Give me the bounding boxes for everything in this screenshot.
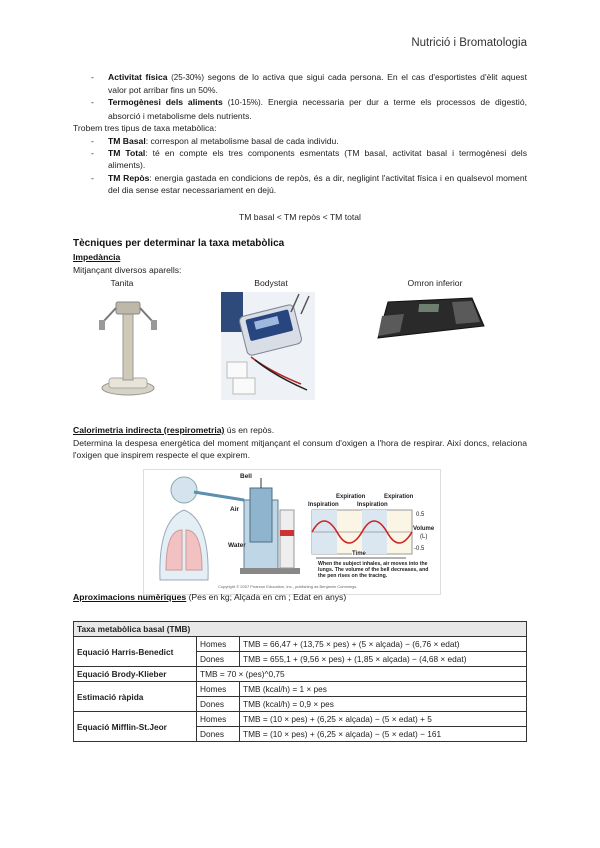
table-row (74, 682, 527, 697)
device-label-bodystat: Bodystat (254, 278, 288, 288)
sex-cell: Dones (197, 727, 240, 742)
formula-cell: TMB = (10 × pes) + (6,25 × alçada) − (5 × edat) + 5 (240, 712, 527, 727)
header-title: Nutrició i Bromatologia (411, 37, 527, 49)
row-label: Equació Mifflin-St.Jeor (74, 712, 197, 742)
bullet-activity: - Activitat física (25-30%) segons de lo activa que sigui cada persona. En el cas d'esportistes d'èlit aquest valor pot arribar fins un 50%. (91, 72, 527, 96)
bullet-thermogenesis: - Termogènesi dels aliments (10-15%). Energia necessaria per dur a terme els processos de digestió, absorció i metabolisme dels nutrients. (91, 97, 527, 121)
table-row (74, 712, 527, 727)
fig-label-volume: Volume (413, 526, 435, 532)
device-label-omron: Omron inferior (407, 278, 463, 288)
table-row (74, 667, 527, 682)
impedance-intro: Mitjançant diversos aparells: (73, 265, 182, 275)
type-text: : correspon al metabolisme basal de cada individu. (145, 136, 339, 146)
fig-caption: When the subject inhales, air moves into the lungs. The volume of the bell decreases, and the pen rises on the tracing. (318, 561, 429, 580)
fig-label-bell: Bell (240, 473, 252, 480)
calorimetry-heading-line (73, 424, 527, 436)
calorimetry-title: Calorimetria indirecta (respirometria) (73, 425, 225, 435)
formula-cell: TMB (kcal/h) = 0,9 × pes (240, 697, 527, 712)
calorimetry-text: Determina la despesa energètica del moment mitjançant el consum d'oxigen a l'hora de respirar. Així doncs, relaciona l'oxigen que inspirem respecte el que expirem. (73, 438, 527, 461)
sex-cell: Dones (197, 652, 240, 667)
fig-label-expiration-1: Expiration (336, 494, 366, 500)
table-title-row (74, 622, 527, 637)
sex-cell: Homes (197, 637, 240, 652)
formula-cell: TMB = 70 × (pes)^0,75 (197, 667, 527, 682)
sex-cell: Homes (197, 712, 240, 727)
fig-label-liters: (L) (420, 534, 428, 540)
row-label: Estimació ràpida (74, 682, 197, 712)
types-list (91, 135, 528, 196)
section-title: Tècniques per determinar la taxa metabòlica (73, 238, 285, 249)
fig-label-time: Time (352, 551, 366, 557)
bullet-text: segons de lo activa que sigui cada persona. En el cas d'esportistes d'èlit aquest valor pot arribar fins un 50%. (108, 72, 527, 96)
approx-title: Aproximacions numèriques (73, 592, 187, 602)
sex-cell: Dones (197, 697, 240, 712)
bullet-text: . Energia necessaria per dur a terme els processos de digestió, absorció i metabolisme dels nutrients. (108, 97, 527, 121)
row-label: Equació Brody-Klieber (74, 667, 197, 682)
fig-label-y-top: 0.5 (416, 512, 425, 518)
approx-units: (Pes en kg; Alçada en cm ; Edat en anys) (186, 592, 347, 602)
omron-scale-image (374, 296, 486, 342)
tanita-scale-image (95, 290, 161, 400)
bullet-range: (25-30%) (171, 73, 205, 82)
sex-cell: Homes (197, 682, 240, 697)
type-text: : energia gastada en condicions de repòs, és a dir, negligint l'activitat física i en qualsevol moment del dia sense estar necessariament en dejú. (108, 172, 527, 195)
calorimetry-after-title: ús en repòs. (224, 425, 275, 435)
type-item-basal: - TM Basal: correspon al metabolisme basal de cada individu. (91, 136, 339, 146)
type-item-total: - TM Total: té en compte els tres components esmentats (TM basal, activitat basal i termogènesi dels aliments). (91, 148, 528, 171)
type-term: TM Basal (108, 136, 146, 146)
fig-label-inspiration-2: Inspiration (357, 502, 388, 508)
fig-label-inspiration-1: Inspiration (308, 502, 339, 508)
intro-types: Trobem tres tipus de taxa metabòlica: (73, 123, 217, 133)
type-term: TM Repòs (108, 172, 150, 183)
approx-line (73, 591, 527, 603)
bodystat-device-image (221, 292, 315, 400)
tmb-table (73, 621, 527, 742)
fig-copyright: Copyright © 2007 Pearson Education, Inc., publishing as Benjamin Cummings (218, 584, 357, 589)
bullet-term: Termogènesi dels aliments (108, 97, 223, 108)
formula-cell: TMB = 655,1 + (9,56 × pes) + (1,85 × alçada) − (4,68 × edat) (240, 652, 527, 667)
fig-label-y-bottom: -0.5 (414, 546, 425, 552)
top-bullets (91, 71, 527, 122)
fig-label-water: Water (228, 542, 246, 549)
formula-cell: TMB = 66,47 + (13,75 × pes) + (5 × alçada) − (6,76 × edat) (240, 637, 527, 652)
device-label-tanita: Tanita (110, 278, 134, 288)
table-row (74, 637, 527, 652)
type-term: TM Total (108, 148, 146, 159)
type-item-repos: - TM Repòs: energia gastada en condicions de repòs, és a dir, negligint l'activitat física i en qualsevol moment del dia sense estar necessariament en dejú. (91, 172, 527, 195)
fig-label-air: Air (230, 506, 240, 513)
impedance-title: Impedància (73, 252, 121, 262)
bullet-range: (10-15%) (227, 98, 261, 108)
bullet-term: Activitat física (108, 72, 168, 82)
formula-cell: TMB (kcal/h) = 1 × pes (240, 682, 527, 697)
tm-relation: TM basal < TM repòs < TM total (239, 212, 361, 222)
type-text: : té en compte els tres components esmentats (TM basal, activitat basal i termogènesi dels aliments). (108, 148, 528, 171)
row-label: Equació Harris-Benedict (74, 637, 197, 667)
table-title: Taxa metabòlica basal (TMB) (74, 622, 527, 637)
spirometer-figure (143, 469, 441, 595)
formula-cell: TMB = (10 × pes) + (6,25 × alçada) − (5 × edat) − 161 (240, 727, 527, 742)
fig-label-expiration-2: Expiration (384, 494, 414, 500)
